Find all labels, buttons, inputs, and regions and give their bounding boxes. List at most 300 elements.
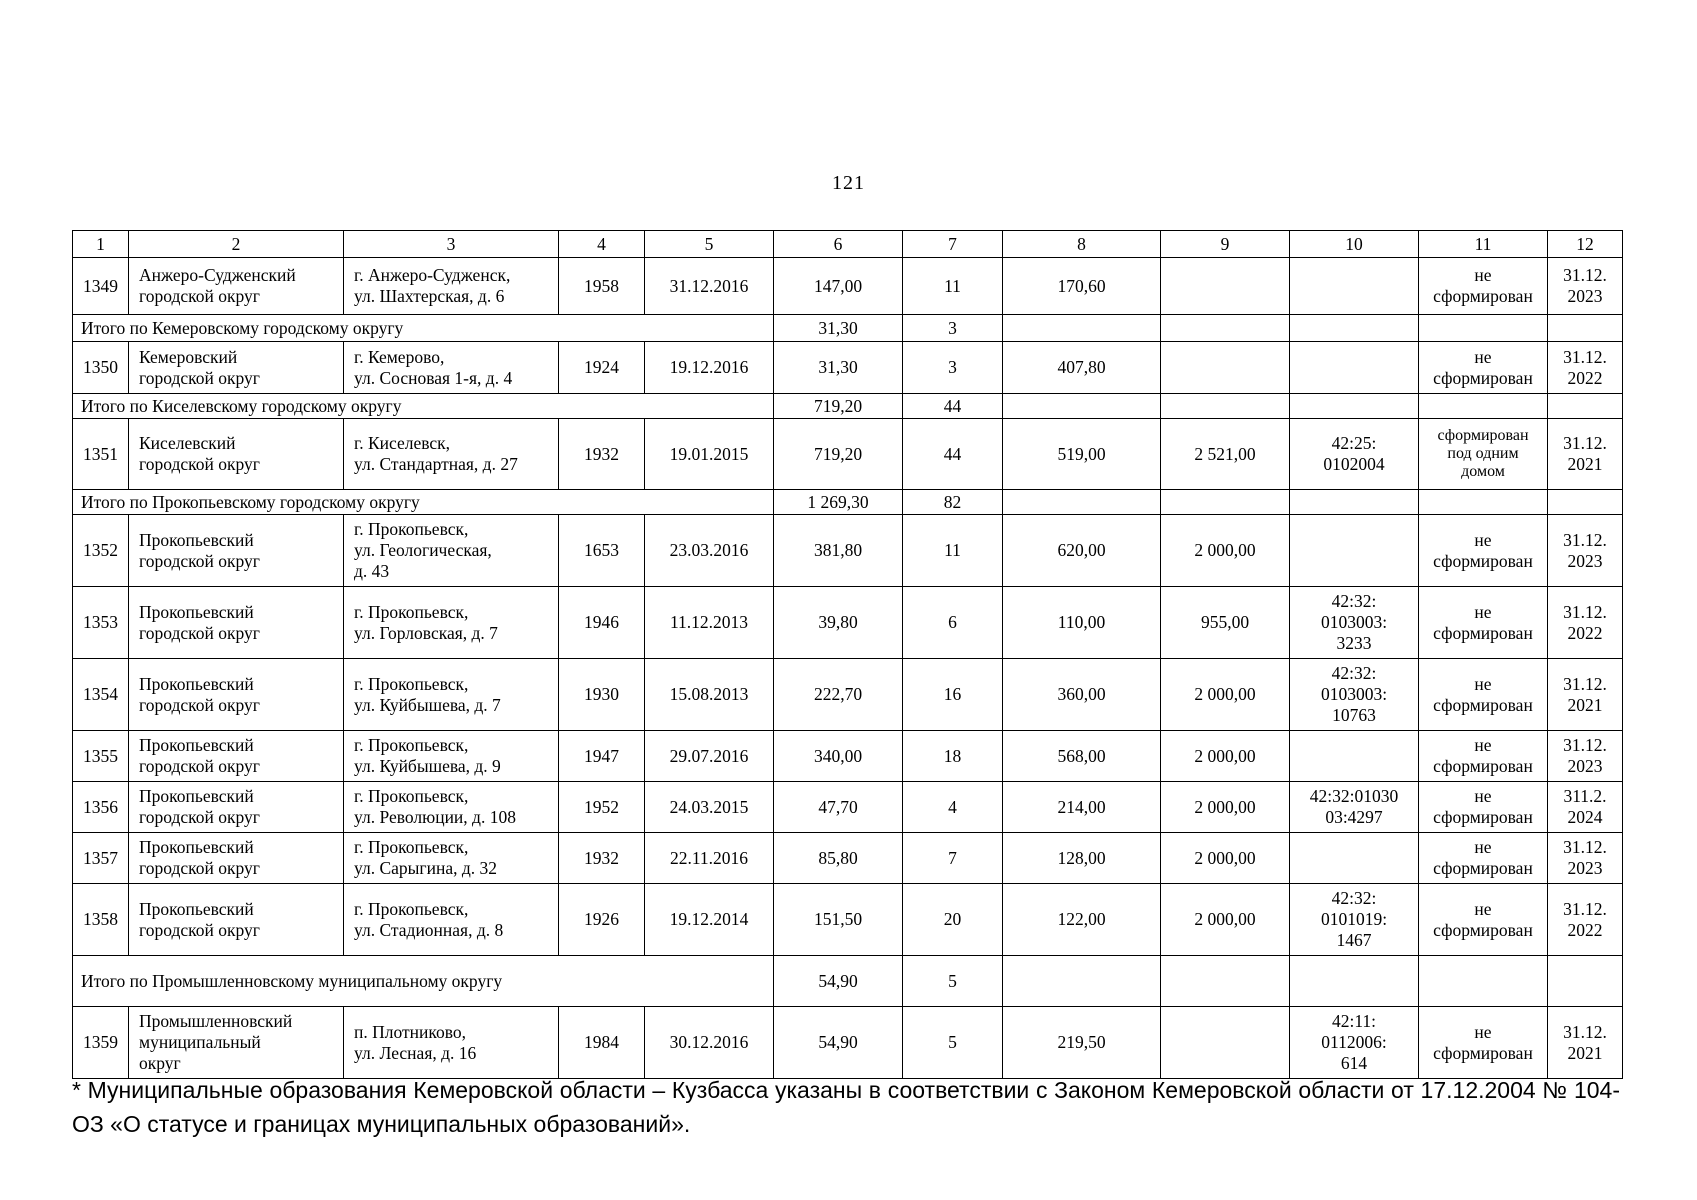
deadline-cell — [1548, 782, 1623, 833]
value-col8-cell: 219,50 — [1003, 1007, 1161, 1079]
land-status-cell — [1419, 342, 1548, 394]
value-col9-cell: 2 521,00 — [1161, 419, 1290, 490]
deadline-cell-line: 31.12. — [1563, 529, 1607, 550]
deadline-cell-line: 2021 — [1567, 1042, 1603, 1063]
residents-cell: 11 — [903, 515, 1003, 587]
land-status-cell-line: сформирован — [1437, 427, 1529, 445]
land-status-cell — [1419, 731, 1548, 782]
total-residents: 82 — [903, 490, 1003, 515]
cadastre-cell — [1290, 833, 1419, 884]
row-number: 1351 — [73, 419, 129, 490]
row-number: 1352 — [73, 515, 129, 587]
deadline-cell-line: 311.2. — [1563, 786, 1607, 806]
municipality-cell-line: городской округ — [139, 550, 260, 571]
deadline-cell-line: 31.12. — [1563, 601, 1607, 622]
land-status-cell — [1419, 258, 1548, 315]
subtotal-label: Итого по Кемеровскому городскому округу — [73, 315, 774, 342]
municipality-cell — [129, 587, 344, 659]
address-cell-line: ул. Стадионная, д. 8 — [354, 919, 504, 940]
municipality-cell — [129, 258, 344, 315]
area-cell: 31,30 — [774, 342, 903, 394]
address-cell — [344, 659, 559, 731]
deadline-cell-line: 2023 — [1567, 756, 1603, 776]
address-cell-line: п. Плотниково, — [354, 1021, 467, 1042]
empty-cell — [1003, 490, 1161, 515]
land-status-cell-line: сформирован — [1433, 858, 1533, 878]
empty-cell — [1419, 956, 1548, 1007]
cadastre-cell — [1290, 1007, 1419, 1079]
area-cell: 719,20 — [774, 419, 903, 490]
subtotal-row — [73, 394, 1623, 419]
municipality-cell-line: Прокопьевский — [139, 601, 254, 622]
value-col9-cell — [1161, 342, 1290, 394]
land-status-cell-line: сформирован — [1433, 622, 1533, 643]
value-col8-cell: 128,00 — [1003, 833, 1161, 884]
deadline-cell-line: 2021 — [1567, 694, 1603, 715]
empty-cell — [1161, 956, 1290, 1007]
total-area: 719,20 — [774, 394, 903, 419]
housing-registry-table — [72, 230, 1623, 1079]
cadastre-cell — [1290, 659, 1419, 731]
empty-cell — [1419, 315, 1548, 342]
cadastre-cell — [1290, 515, 1419, 587]
column-number: 11 — [1419, 231, 1548, 258]
address-cell-line: д. 43 — [354, 561, 390, 581]
date-cell: 19.12.2016 — [645, 342, 774, 394]
municipality-cell-line: Прокопьевский — [139, 786, 254, 806]
cadastre-cell-line: 42:32: — [1331, 663, 1377, 683]
residents-cell: 5 — [903, 1007, 1003, 1079]
row-number: 1354 — [73, 659, 129, 731]
municipality-cell-line: городской округ — [139, 286, 260, 306]
address-cell-line: г. Прокопьевск, — [354, 735, 469, 755]
address-cell-line: г. Кемерово, — [354, 346, 445, 367]
cadastre-cell-line: 0102004 — [1323, 454, 1385, 474]
cadastre-cell-line: 42:32:01030 — [1309, 786, 1399, 806]
land-status-cell-line: сформирован — [1433, 1042, 1533, 1063]
year-cell: 1952 — [559, 782, 645, 833]
row-number: 1355 — [73, 731, 129, 782]
cadastre-cell-line: 3233 — [1336, 633, 1372, 653]
table-row — [73, 587, 1623, 659]
column-number: 1 — [73, 231, 129, 258]
deadline-cell-line: 31.12. — [1563, 346, 1607, 367]
empty-cell — [1003, 956, 1161, 1007]
value-col9-cell: 2 000,00 — [1161, 731, 1290, 782]
address-cell — [344, 731, 559, 782]
column-number: 7 — [903, 231, 1003, 258]
address-cell — [344, 515, 559, 587]
municipality-cell-line: городской округ — [139, 367, 260, 388]
deadline-cell — [1548, 419, 1623, 490]
address-cell-line: ул. Горловская, д. 7 — [354, 622, 498, 643]
cadastre-cell-line: 42:32: — [1331, 888, 1377, 908]
deadline-cell — [1548, 659, 1623, 731]
land-status-cell-line: не — [1474, 837, 1492, 857]
cadastre-cell — [1290, 258, 1419, 315]
table-row — [73, 1007, 1623, 1079]
cadastre-cell-line: 614 — [1340, 1053, 1368, 1073]
municipality-cell — [129, 782, 344, 833]
column-number: 5 — [645, 231, 774, 258]
address-cell — [344, 884, 559, 956]
area-cell: 47,70 — [774, 782, 903, 833]
address-cell-line: ул. Куйбышева, д. 9 — [354, 756, 501, 776]
address-cell — [344, 342, 559, 394]
address-cell-line: г. Прокопьевск, — [354, 519, 469, 539]
table-row — [73, 731, 1623, 782]
deadline-cell-line: 31.12. — [1563, 735, 1607, 755]
date-cell: 19.12.2014 — [645, 884, 774, 956]
empty-cell — [1290, 956, 1419, 1007]
land-status-cell — [1419, 782, 1548, 833]
address-cell-line: ул. Сарыгина, д. 32 — [354, 858, 497, 878]
municipality-cell-line: Анжеро-Судженский — [139, 265, 296, 285]
cadastre-cell-line: 42:11: — [1331, 1011, 1377, 1031]
value-col8-cell: 519,00 — [1003, 419, 1161, 490]
address-cell — [344, 1007, 559, 1079]
value-col9-cell: 2 000,00 — [1161, 515, 1290, 587]
address-cell-line: ул. Стандартная, д. 27 — [354, 454, 518, 474]
table-row — [73, 659, 1623, 731]
empty-cell — [1161, 394, 1290, 419]
area-cell: 151,50 — [774, 884, 903, 956]
land-status-cell-line: не — [1474, 786, 1492, 806]
land-status-cell-line: сформирован — [1433, 367, 1533, 388]
land-status-cell-line: не — [1474, 673, 1492, 694]
row-number: 1353 — [73, 587, 129, 659]
municipality-cell-line: городской округ — [139, 622, 260, 643]
address-cell-line: г. Прокопьевск, — [354, 786, 469, 806]
address-cell-line: г. Прокопьевск, — [354, 601, 469, 622]
column-number: 9 — [1161, 231, 1290, 258]
address-cell — [344, 782, 559, 833]
address-cell — [344, 419, 559, 490]
date-cell: 23.03.2016 — [645, 515, 774, 587]
column-number: 2 — [129, 231, 344, 258]
area-cell: 147,00 — [774, 258, 903, 315]
value-col8-cell: 170,60 — [1003, 258, 1161, 315]
deadline-cell — [1548, 884, 1623, 956]
subtotal-label: Итого по Промышленновскому муниципальному округу — [73, 956, 774, 1007]
deadline-cell-line: 2022 — [1567, 622, 1603, 643]
deadline-cell — [1548, 342, 1623, 394]
deadline-cell — [1548, 731, 1623, 782]
municipality-cell-line: Кемеровский — [139, 346, 238, 367]
residents-cell: 6 — [903, 587, 1003, 659]
year-cell: 1946 — [559, 587, 645, 659]
cadastre-cell-line: 10763 — [1332, 705, 1376, 725]
value-col9-cell: 2 000,00 — [1161, 659, 1290, 731]
subtotal-row — [73, 956, 1623, 1007]
area-cell: 85,80 — [774, 833, 903, 884]
cadastre-cell — [1290, 342, 1419, 394]
municipality-cell-line: городской округ — [139, 919, 260, 940]
deadline-cell — [1548, 258, 1623, 315]
residents-cell: 18 — [903, 731, 1003, 782]
municipality-cell-line: городской округ — [139, 694, 260, 715]
land-status-cell-line: под одним — [1447, 445, 1519, 463]
land-status-cell-line: не — [1474, 601, 1492, 622]
municipality-cell-line: Промышленновский — [139, 1011, 293, 1031]
municipality-cell-line: городской округ — [139, 858, 260, 878]
deadline-cell — [1548, 833, 1623, 884]
total-area: 1 269,30 — [774, 490, 903, 515]
municipality-cell — [129, 342, 344, 394]
table-row — [73, 833, 1623, 884]
date-cell: 29.07.2016 — [645, 731, 774, 782]
land-status-cell-line: сформирован — [1433, 286, 1533, 306]
empty-cell — [1290, 490, 1419, 515]
residents-cell: 7 — [903, 833, 1003, 884]
address-cell-line: ул. Революции, д. 108 — [354, 807, 516, 827]
cadastre-cell-line: 42:25: — [1331, 433, 1377, 453]
address-cell-line: ул. Сосновая 1-я, д. 4 — [354, 367, 513, 388]
land-status-cell-line: не — [1474, 346, 1492, 367]
cadastre-cell-line: 0112006: — [1321, 1032, 1387, 1052]
date-cell: 22.11.2016 — [645, 833, 774, 884]
municipality-cell — [129, 833, 344, 884]
residents-cell: 44 — [903, 419, 1003, 490]
year-cell: 1932 — [559, 419, 645, 490]
column-number: 4 — [559, 231, 645, 258]
date-cell: 30.12.2016 — [645, 1007, 774, 1079]
column-number: 12 — [1548, 231, 1623, 258]
total-area: 54,90 — [774, 956, 903, 1007]
value-col9-cell — [1161, 1007, 1290, 1079]
table-row — [73, 342, 1623, 394]
address-cell-line: ул. Геологическая, — [354, 540, 492, 560]
area-cell: 340,00 — [774, 731, 903, 782]
empty-cell — [1548, 315, 1623, 342]
municipality-cell — [129, 515, 344, 587]
value-col8-cell: 122,00 — [1003, 884, 1161, 956]
column-number: 3 — [344, 231, 559, 258]
municipality-cell-line: Прокопьевский — [139, 673, 254, 694]
cadastre-cell — [1290, 587, 1419, 659]
row-number: 1350 — [73, 342, 129, 394]
value-col8-cell: 110,00 — [1003, 587, 1161, 659]
cadastre-cell-line: 42:32: — [1331, 591, 1377, 611]
column-number: 6 — [774, 231, 903, 258]
municipality-cell-line: округ — [139, 1053, 181, 1073]
municipality-cell — [129, 1007, 344, 1079]
land-status-cell — [1419, 884, 1548, 956]
land-status-cell-line: сформирован — [1433, 550, 1533, 571]
land-status-cell — [1419, 419, 1548, 490]
table-body — [73, 231, 1623, 1079]
row-number: 1349 — [73, 258, 129, 315]
column-number-row — [73, 231, 1623, 258]
deadline-cell-line: 31.12. — [1563, 837, 1607, 857]
address-cell-line: ул. Шахтерская, д. 6 — [354, 286, 505, 306]
deadline-cell-line: 2023 — [1567, 858, 1603, 878]
residents-cell: 11 — [903, 258, 1003, 315]
residents-cell: 16 — [903, 659, 1003, 731]
value-col8-cell: 214,00 — [1003, 782, 1161, 833]
deadline-cell-line: 2023 — [1567, 286, 1603, 306]
land-status-cell-line: сформирован — [1433, 756, 1533, 776]
municipality-cell-line: муниципальный — [139, 1032, 261, 1052]
subtotal-label: Итого по Киселевскому городскому округу — [73, 394, 774, 419]
municipality-cell-line: Прокопьевский — [139, 898, 254, 919]
column-number: 10 — [1290, 231, 1419, 258]
year-cell: 1932 — [559, 833, 645, 884]
cadastre-cell — [1290, 782, 1419, 833]
deadline-cell-line: 31.12. — [1563, 898, 1607, 919]
land-status-cell-line: домом — [1461, 462, 1505, 480]
land-status-cell-line: не — [1474, 735, 1492, 755]
land-status-cell — [1419, 659, 1548, 731]
table-row — [73, 884, 1623, 956]
year-cell: 1924 — [559, 342, 645, 394]
deadline-cell-line: 2024 — [1567, 807, 1603, 827]
deadline-cell — [1548, 587, 1623, 659]
value-col8-cell: 407,80 — [1003, 342, 1161, 394]
cadastre-cell — [1290, 731, 1419, 782]
land-status-cell-line: не — [1474, 898, 1492, 919]
address-cell-line: г. Прокопьевск, — [354, 673, 469, 694]
row-number: 1358 — [73, 884, 129, 956]
cadastre-cell-line: 1467 — [1336, 930, 1372, 950]
total-residents: 5 — [903, 956, 1003, 1007]
municipality-cell — [129, 659, 344, 731]
area-cell: 39,80 — [774, 587, 903, 659]
municipality-cell-line: городской округ — [139, 807, 260, 827]
municipality-cell-line: городской округ — [139, 454, 260, 474]
empty-cell — [1161, 315, 1290, 342]
value-col9-cell — [1161, 258, 1290, 315]
empty-cell — [1003, 315, 1161, 342]
deadline-cell-line: 31.12. — [1563, 673, 1607, 694]
municipality-cell — [129, 731, 344, 782]
empty-cell — [1548, 490, 1623, 515]
date-cell: 15.08.2013 — [645, 659, 774, 731]
deadline-cell — [1548, 1007, 1623, 1079]
deadline-cell-line: 2022 — [1567, 367, 1603, 388]
municipality-cell — [129, 419, 344, 490]
address-cell-line: г. Анжеро-Судженск, — [354, 265, 511, 285]
date-cell: 24.03.2015 — [645, 782, 774, 833]
year-cell: 1984 — [559, 1007, 645, 1079]
municipality-cell-line: городской округ — [139, 756, 260, 776]
land-status-cell — [1419, 1007, 1548, 1079]
table-row — [73, 258, 1623, 315]
municipality-cell-line: Прокопьевский — [139, 735, 254, 755]
page-number: 121 — [832, 172, 865, 194]
address-cell — [344, 833, 559, 884]
land-status-cell-line: не — [1474, 1021, 1492, 1042]
empty-cell — [1003, 394, 1161, 419]
address-cell-line: г. Прокопьевск, — [354, 898, 469, 919]
municipality-cell-line: Киселевский — [139, 433, 236, 453]
empty-cell — [1419, 394, 1548, 419]
area-cell: 222,70 — [774, 659, 903, 731]
date-cell: 31.12.2016 — [645, 258, 774, 315]
empty-cell — [1290, 315, 1419, 342]
table-row — [73, 515, 1623, 587]
cadastre-cell-line: 03:4297 — [1325, 807, 1383, 827]
total-area: 31,30 — [774, 315, 903, 342]
year-cell: 1930 — [559, 659, 645, 731]
deadline-cell — [1548, 515, 1623, 587]
total-residents: 3 — [903, 315, 1003, 342]
total-residents: 44 — [903, 394, 1003, 419]
year-cell: 1926 — [559, 884, 645, 956]
address-cell-line: ул. Куйбышева, д. 7 — [354, 694, 501, 715]
year-cell: 1653 — [559, 515, 645, 587]
subtotal-label: Итого по Прокопьевскому городскому округу — [73, 490, 774, 515]
land-status-cell-line: сформирован — [1433, 694, 1533, 715]
row-number: 1357 — [73, 833, 129, 884]
residents-cell: 20 — [903, 884, 1003, 956]
land-status-cell — [1419, 515, 1548, 587]
year-cell: 1947 — [559, 731, 645, 782]
date-cell: 19.01.2015 — [645, 419, 774, 490]
land-status-cell-line: не — [1474, 265, 1492, 285]
land-status-cell-line: не — [1474, 529, 1492, 550]
subtotal-row — [73, 315, 1623, 342]
empty-cell — [1548, 394, 1623, 419]
land-status-cell — [1419, 833, 1548, 884]
footnote: * Муниципальные образования Кемеровской области – Кузбасса указаны в соответствии с Законом Кемеровской области от 17.12.2004 № 104-ОЗ «О статусе и границах муниципальных образований». — [72, 1077, 1620, 1137]
deadline-cell-line: 2022 — [1567, 919, 1603, 940]
cadastre-cell-line: 0101019: — [1320, 909, 1388, 929]
land-status-cell-line: сформирован — [1433, 807, 1533, 827]
value-col9-cell: 2 000,00 — [1161, 884, 1290, 956]
address-cell — [344, 587, 559, 659]
date-cell: 11.12.2013 — [645, 587, 774, 659]
address-cell-line: ул. Лесная, д. 16 — [354, 1042, 477, 1063]
row-number: 1359 — [73, 1007, 129, 1079]
empty-cell — [1548, 956, 1623, 1007]
address-cell-line: г. Киселевск, — [354, 433, 451, 453]
address-cell — [344, 258, 559, 315]
cadastre-cell-line: 0103003: — [1320, 684, 1388, 704]
cadastre-cell — [1290, 884, 1419, 956]
deadline-cell-line: 2023 — [1567, 550, 1603, 571]
deadline-cell-line: 31.12. — [1563, 1021, 1607, 1042]
value-col9-cell: 955,00 — [1161, 587, 1290, 659]
municipality-cell-line: Прокопьевский — [139, 837, 254, 857]
table-row — [73, 782, 1623, 833]
empty-cell — [1161, 490, 1290, 515]
year-cell: 1958 — [559, 258, 645, 315]
cadastre-cell-line: 0103003: — [1320, 612, 1388, 632]
empty-cell — [1419, 490, 1548, 515]
empty-cell — [1290, 394, 1419, 419]
table-row — [73, 419, 1623, 490]
area-cell: 381,80 — [774, 515, 903, 587]
deadline-cell-line: 31.12. — [1563, 265, 1607, 285]
column-number: 8 — [1003, 231, 1161, 258]
land-status-cell-line: сформирован — [1433, 919, 1533, 940]
address-cell-line: г. Прокопьевск, — [354, 837, 469, 857]
municipality-cell — [129, 884, 344, 956]
value-col9-cell: 2 000,00 — [1161, 782, 1290, 833]
area-cell: 54,90 — [774, 1007, 903, 1079]
value-col8-cell: 620,00 — [1003, 515, 1161, 587]
municipality-cell-line: Прокопьевский — [139, 529, 254, 550]
cadastre-cell — [1290, 419, 1419, 490]
value-col8-cell: 360,00 — [1003, 659, 1161, 731]
subtotal-row — [73, 490, 1623, 515]
value-col8-cell: 568,00 — [1003, 731, 1161, 782]
row-number: 1356 — [73, 782, 129, 833]
value-col9-cell: 2 000,00 — [1161, 833, 1290, 884]
residents-cell: 4 — [903, 782, 1003, 833]
deadline-cell-line: 31.12. — [1563, 433, 1607, 453]
